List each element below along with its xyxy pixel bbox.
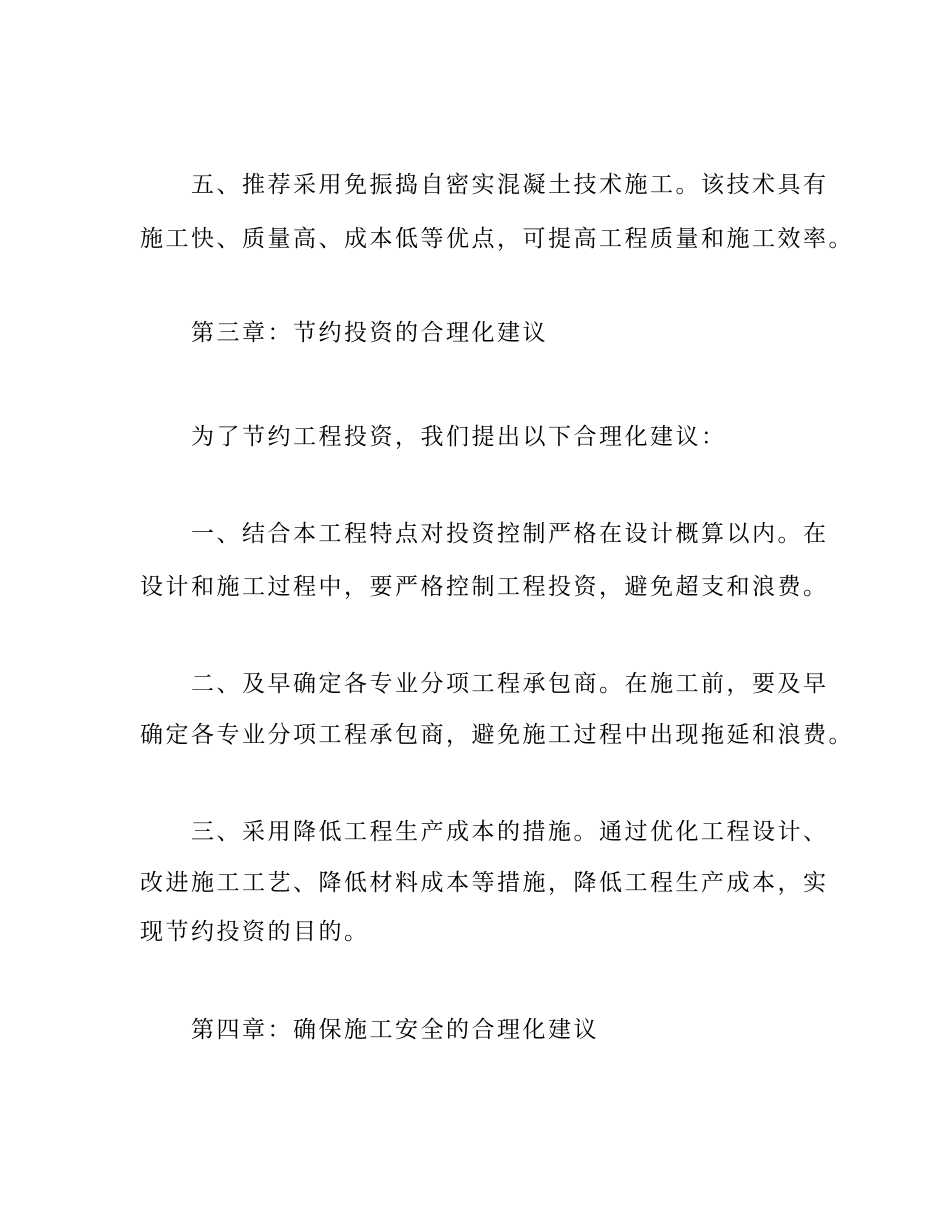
paragraph-3-line-1: 三、采用降低工程生产成本的措施。通过优化工程设计、 [191,819,829,845]
paragraph-2-line-2: 确定各专业分项工程承包商，避免施工过程中出现拖延和浪费。 [140,722,854,748]
paragraph-1-line-1: 一、结合本工程特点对投资控制严格在设计概算以内。在 [191,521,829,547]
paragraph-5-line-1: 五、推荐采用免振捣自密实混凝土技术施工。该技术具有 [191,172,829,198]
paragraph-1-line-2: 设计和施工过程中，要严格控制工程投资，避免超支和浪费。 [140,574,829,600]
paragraph-3-line-3: 现节约投资的目的。 [140,919,370,945]
chapter-4-heading: 第四章：确保施工安全的合理化建议 [191,1017,599,1043]
paragraph-2-line-1: 二、及早确定各专业分项工程承包商。在施工前，要及早 [191,671,829,697]
intro-paragraph: 为了节约工程投资，我们提出以下合理化建议： [191,424,727,450]
paragraph-3-line-2: 改进施工工艺、降低材料成本等措施，降低工程生产成本，实 [140,870,829,896]
chapter-3-heading: 第三章：节约投资的合理化建议 [191,320,548,346]
paragraph-5-line-2: 施工快、质量高、成本低等优点，可提高工程质量和施工效率。 [140,226,854,252]
